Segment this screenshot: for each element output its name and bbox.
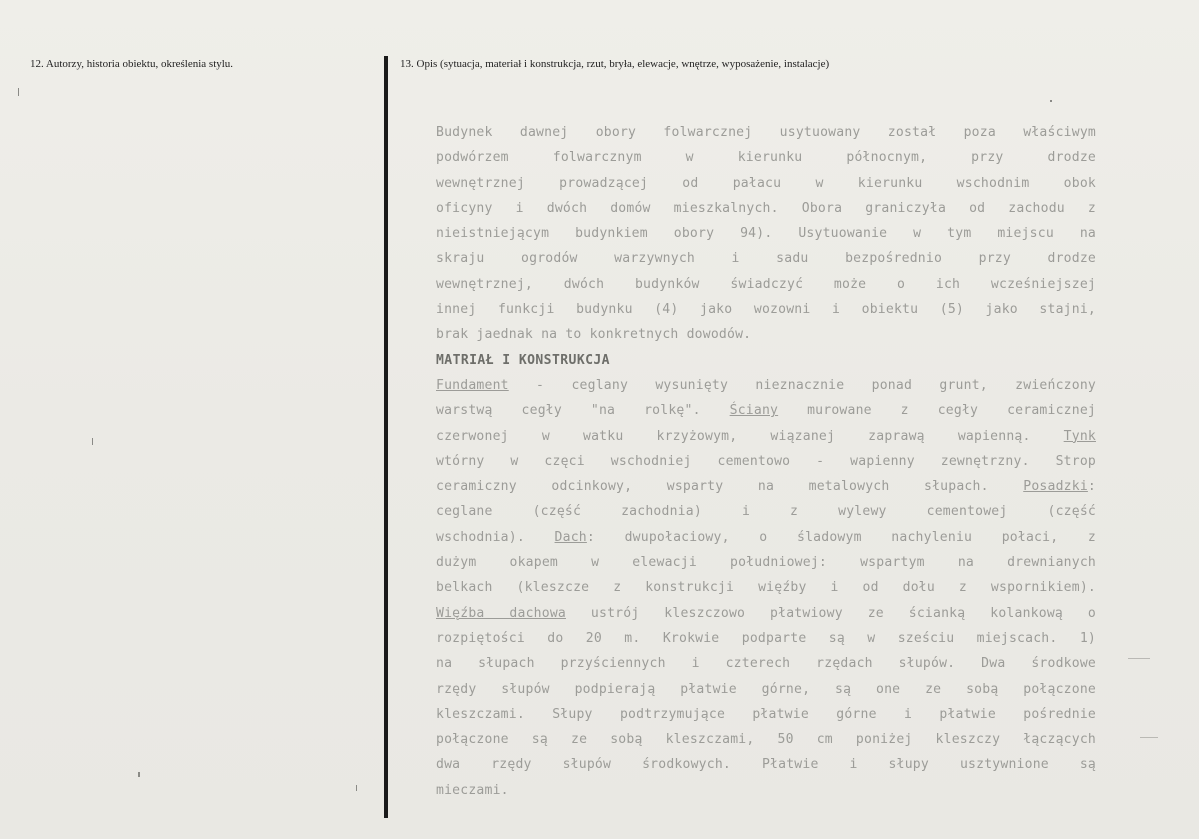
column-divider bbox=[384, 56, 388, 818]
line-text: - ceglany wysunięty nieznacznie ponad grunt, zwieńczony bbox=[508, 377, 1096, 393]
underlined-term: Fundament bbox=[436, 377, 509, 393]
text-line bbox=[436, 550, 1096, 575]
text-line bbox=[436, 752, 1096, 777]
underlined-term: Dach bbox=[554, 529, 587, 545]
line-text: murowane z cegły ceramicznej bbox=[778, 403, 1096, 419]
text-line bbox=[436, 677, 1096, 702]
line-text: podwórzem folwarcznym w kierunku północnym, przy drodze bbox=[436, 150, 1096, 166]
scan-mark bbox=[1140, 737, 1158, 738]
text-line bbox=[436, 449, 1096, 474]
section-13-heading: 13. Opis (sytuacja, materiał i konstrukcja, rzut, bryła, elewacje, wnętrze, wyposażenie, instalacje) bbox=[400, 58, 830, 70]
underlined-term: Więźba dachowa bbox=[436, 605, 566, 621]
scan-mark bbox=[1128, 658, 1150, 659]
text-line bbox=[436, 221, 1096, 246]
description-body bbox=[436, 120, 1096, 803]
line-text: dwa rzędy słupów środkowych. Płatwie i słupy usztywnione są bbox=[436, 757, 1096, 773]
line-text: innej funkcji budynku (4) jako wozowni i obiektu (5) jako stajni, bbox=[436, 302, 1096, 318]
line-text: oficyny i dwóch domów mieszkalnych. Obora graniczyła od zachodu z bbox=[436, 200, 1096, 216]
line-text: skraju ogrodów warzywnych i sadu bezpośrednio przy drodze bbox=[436, 251, 1096, 267]
text-line bbox=[436, 651, 1096, 676]
text-line bbox=[436, 272, 1096, 297]
line-text: wewnętrznej prowadzącej od pałacu w kierunku wschodnim obok bbox=[436, 175, 1096, 191]
line-text: czerwonej w watku krzyżowym, wiązanej zaprawą wapienną. bbox=[436, 428, 1064, 444]
underlined-term: Posadzki bbox=[1023, 479, 1088, 495]
text-line bbox=[436, 575, 1096, 600]
scan-mark bbox=[138, 772, 140, 777]
line-text: ceglane (część zachodnia) i z wylewy cementowej (część bbox=[436, 504, 1096, 520]
line-text: wewnętrznej, dwóch budynków świadczyć może o ich wcześniejszej bbox=[436, 276, 1096, 292]
line-text: rzędy słupów podpierają płatwie górne, są one ze sobą połączone bbox=[436, 681, 1096, 697]
text-line bbox=[436, 727, 1096, 752]
line-text: ustrój kleszczowo płatwiowy ze ścianką kolankową o bbox=[566, 605, 1096, 621]
line-text: połączone są ze sobą kleszczami, 50 cm poniżej kleszczy łączących bbox=[436, 732, 1096, 748]
text-line bbox=[436, 322, 1096, 347]
section-12-heading: 12. Autorzy, historia obiektu, określenia stylu. bbox=[30, 58, 234, 70]
text-line bbox=[436, 398, 1096, 423]
line-text: na słupach przyściennych i czterech rzędach słupów. Dwa środkowe bbox=[436, 656, 1096, 672]
line-text: wschodnia). bbox=[436, 529, 555, 545]
scan-mark bbox=[92, 438, 93, 445]
text-line bbox=[436, 297, 1096, 322]
scan-mark bbox=[1050, 100, 1052, 102]
text-line bbox=[436, 499, 1096, 524]
text-line bbox=[436, 145, 1096, 170]
line-text: : dwupołaciowy, o śladowym nachyleniu połaci, z bbox=[586, 529, 1097, 545]
text-line bbox=[436, 778, 1096, 803]
line-text: MATRIAŁ I KONSTRUKCJA bbox=[436, 352, 610, 368]
section-subheading bbox=[436, 348, 1096, 373]
text-line bbox=[436, 120, 1096, 145]
text-line bbox=[436, 626, 1096, 651]
underlined-term: Ściany bbox=[729, 403, 779, 419]
line-text: dużym okapem w elewacji południowej: wspartym na drewnianych bbox=[436, 555, 1096, 571]
text-line bbox=[436, 424, 1096, 449]
line-text: mieczami. bbox=[436, 782, 509, 798]
text-line bbox=[436, 246, 1096, 271]
line-text: brak jaednak na to konkretnych dowodów. bbox=[436, 327, 752, 343]
text-line bbox=[436, 525, 1096, 550]
line-text: : bbox=[1087, 479, 1096, 495]
left-column bbox=[0, 0, 383, 839]
line-text: ceramiczny odcinkowy, wsparty na metalowych słupach. bbox=[436, 479, 1024, 495]
line-text: nieistniejącym budynkiem obory 94). Usytuowanie w tym miejscu na bbox=[436, 226, 1096, 242]
text-line bbox=[436, 171, 1096, 196]
line-text: kleszczami. Słupy podtrzymujące płatwie górne i płatwie pośrednie bbox=[436, 706, 1096, 722]
scan-mark bbox=[18, 88, 19, 96]
line-text: belkach (kleszcze z konstrukcji więźby i od dołu z wspornikiem). bbox=[436, 580, 1096, 596]
text-line bbox=[436, 601, 1096, 626]
underlined-term: Tynk bbox=[1063, 428, 1096, 444]
line-text: wtórny w częci wschodniej cementowo - wapienny zewnętrzny. Strop bbox=[436, 453, 1096, 469]
text-line bbox=[436, 373, 1096, 398]
text-line bbox=[436, 702, 1096, 727]
text-line bbox=[436, 196, 1096, 221]
text-line bbox=[436, 474, 1096, 499]
scan-mark bbox=[356, 785, 357, 791]
line-text: rozpiętości do 20 m. Krokwie podparte są w sześciu miejscach. 1) bbox=[436, 630, 1096, 646]
line-text: Budynek dawnej obory folwarcznej usytuowany został poza właściwym bbox=[436, 125, 1096, 140]
right-column bbox=[392, 0, 1199, 839]
line-text: warstwą cegły "na rolkę". bbox=[436, 403, 730, 419]
